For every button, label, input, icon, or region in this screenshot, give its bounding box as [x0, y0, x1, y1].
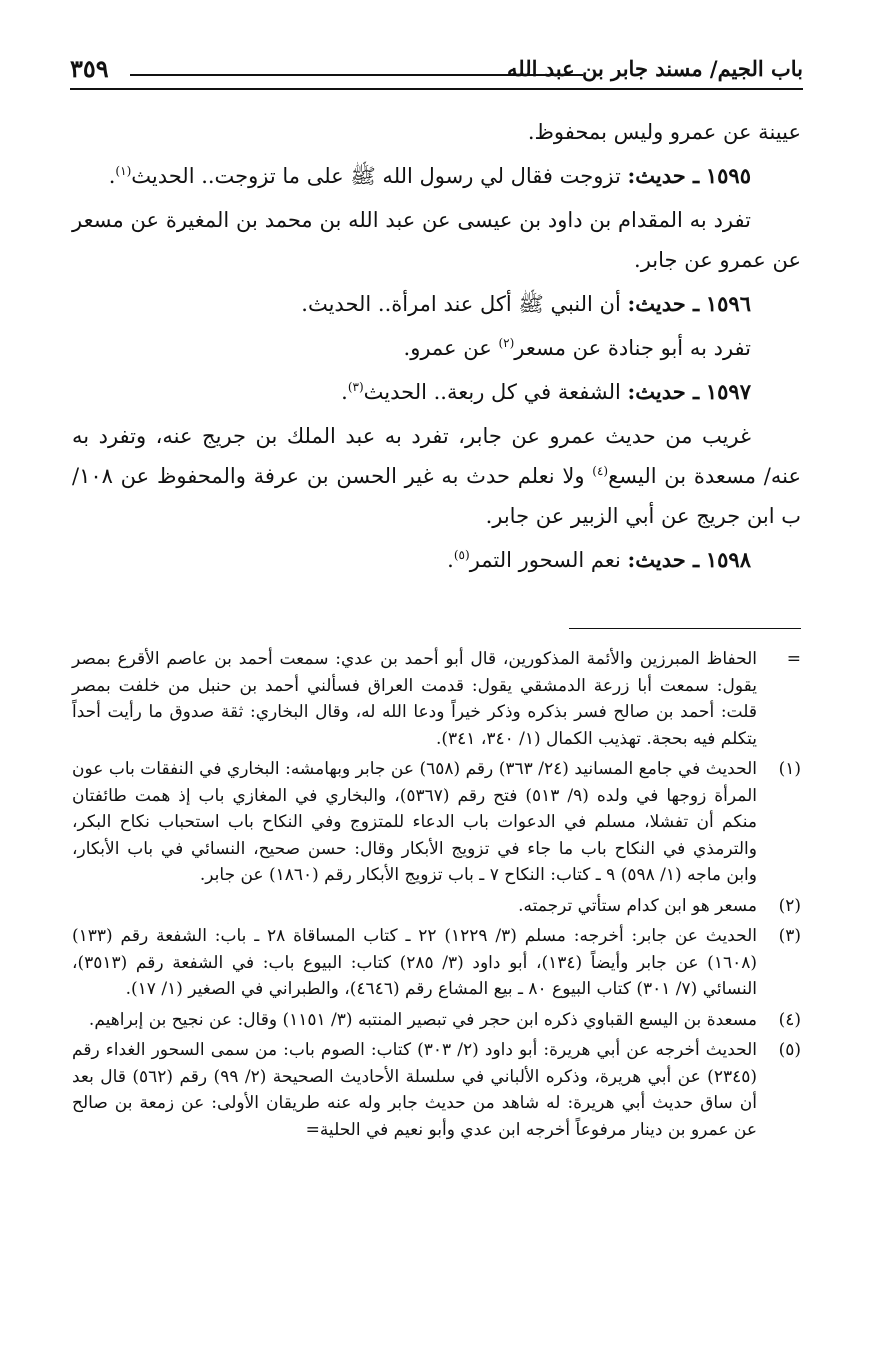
hadith-1595	[72, 156, 801, 196]
hadith-number: ١٥٩٥	[705, 163, 751, 188]
hadith-comment-1595: تفرد به المقدام بن داود بن عيسى عن عبد الله بن محمد بن المغيرة عن مسعر عن عمرو عن جابر.	[72, 208, 801, 272]
hadith-comment-1597	[72, 416, 801, 536]
footnotes	[72, 646, 801, 1147]
running-title: باب الجيم/ مسند جابر بن عبد الله	[507, 56, 803, 81]
footnote-4	[72, 1007, 801, 1034]
hadith-comment-1596	[72, 328, 801, 368]
header-rule	[130, 74, 583, 76]
hadith-end: .	[108, 164, 116, 188]
hadith-1598	[72, 540, 801, 580]
comment-text: عن عمرو.	[403, 336, 492, 360]
hadith-1597	[72, 372, 801, 412]
footnote-ref: (٥)	[453, 548, 470, 562]
footnote-marker: (٤)	[778, 1009, 801, 1030]
footnote-marker: (٥)	[778, 1040, 801, 1060]
comment-text: تفرد به أبو جنادة عن مسعر	[514, 336, 751, 360]
footnote-marker: =	[786, 649, 801, 669]
footnote-continuation	[72, 646, 801, 752]
footnote-marker: (٣)	[778, 926, 801, 946]
hadith-number: ١٥٩٧	[705, 379, 751, 404]
hadith-label: ـ حديث:	[627, 547, 700, 572]
footnote-5	[72, 1037, 801, 1143]
footnote-text: الحديث عن جابر: أخرجه: مسلم (٣/ ١٢٢٩) ٢٢ ـ كتاب المساقاة ٢٨ ـ باب: الشفعة رقم (١٣٣) (١٦٠٨) عن جابر وأيضاً (١٣٤)، أبو داود (٣/ ٢٨٥) كتاب: البيوع باب: في الشفعة رقم (٣٥١٣)، النسائي (٧/ ٣٠١) كتاب البيوع ٨٠ ـ بيع المشاع رقم (٤٦٤٦)، والطبراني في الصغير (١/ ١٧).	[72, 926, 757, 999]
hadith-end: .	[341, 380, 348, 404]
footnote-2	[72, 893, 801, 920]
footnote-ref: (٣)	[347, 380, 364, 394]
footnote-marker: (١)	[778, 759, 801, 779]
hadith-number: ١٥٩٦	[705, 291, 751, 316]
page-number: ٣٥٩	[70, 54, 109, 83]
main-text	[72, 112, 801, 584]
hadith-1596	[72, 284, 801, 324]
footnote-text: الحفاظ المبرزين والأئمة المذكورين، قال أبو أحمد بن عدي: سمعت أحمد بن عاصم الأقرع بمصر يقول: سمعت أبا زرعة الدمشقي يقول: قدمت العراق فسألني أحمد بن حنبل من خلفت بمصر قلت: أحمد بن صالح فسر بذكره وذكر خيراً ودعا الله له، وقال البخاري: ثقة صدوق ما رأيت أحداً يتكلم فيه بحجة. تهذيب الكمال (١/ ٣٤٠، ٣٤١).	[72, 649, 757, 749]
hadith-number: ١٥٩٨	[705, 547, 751, 572]
footnote-3	[72, 923, 801, 1003]
footnote-1	[72, 756, 801, 889]
hadith-label: ـ حديث:	[627, 379, 700, 404]
footnote-separator	[569, 628, 801, 629]
footnote-text: مسعر هو ابن كدام ستأتي ترجمته.	[518, 895, 757, 916]
hadith-end: .	[447, 548, 454, 572]
paragraph-continuation: عيينة عن عمرو وليس بمحفوظ.	[527, 120, 801, 144]
hadith-text: تزوجت فقال لي رسول الله ﷺ على ما تزوجت.. الحديث	[131, 164, 621, 188]
hadith-label: ـ حديث:	[627, 291, 700, 316]
hadith-text: أن النبي ﷺ أكل عند امرأة.. الحديث.	[301, 292, 621, 316]
hadith-label: ـ حديث:	[627, 163, 700, 188]
footnote-ref: (١)	[115, 164, 132, 178]
footnote-text: مسعدة بن اليسع القباوي ذكره ابن حجر في تبصير المنتبه (٣/ ١١٥١) وقال: عن نجيح بن إبراهيم.	[88, 1009, 757, 1030]
footnote-ref: (٢)	[498, 336, 515, 350]
footnote-ref: (٤)	[592, 464, 609, 478]
footnote-text: الحديث في جامع المسانيد (٢٤/ ٣٦٣) رقم (٦٥٨) عن جابر وبهامشه: البخاري في النفقات باب عون المرأة زوجها في ولده (٩/ ٥١٣) فتح رقم (٥٣٦٧)، والبخاري في المغازي باب إذ همت طائفتان منكم أن تفشلا، مسلم في الدعوات باب الدعاء للمتزوج وفي النكاح باب استحباب نكاح البكر، والترمذي في النكاح باب ما جاء في تزويج الأبكار وقال: حسن صحيح، النسائي في باب الأبكار، وابن ماجه (١/ ٥٩٨) ٩ ـ كتاب: النكاح ٧ ـ باب تزويج الأبكار رقم (١٨٦٠) عن جابر.	[72, 759, 758, 885]
comment-text: غريب من حديث عمرو عن جابر، تفرد به عبد الملك بن جريج عنه، وتفرد به عنه/ مسعدة بن اليسع	[72, 424, 801, 488]
footnote-marker: (٢)	[778, 895, 801, 916]
footnote-text: الحديث أخرجه عن أبي هريرة: أبو داود (٢/ ٣٠٣) كتاب: الصوم باب: من سمى السحور الغداء رقم (٢٣٤٥) عن أبي هريرة، وذكره الألباني في سلسلة الأحاديث الصحيحة (٢/ ٩٩) رقم (٥٦٢) قال بعد أن ساق حديث أبي هريرة: له شاهد من حديث جابر وله عنه طريقان الأولى: عن زمعة بن صالح عن عمرو بن دينار مرفوعاً أخرجه ابن عدي وأبو نعيم في الحلية=	[72, 1040, 757, 1140]
comment-text: ولا نعلم حدث به غير الحسن بن عرفة والمحفوظ عن ١٠٨/ب ابن جريج عن أبي الزبير عن جابر.	[72, 464, 801, 528]
hadith-text: الشفعة في كل ربعة.. الحديث	[363, 380, 621, 404]
hadith-text: نعم السحور التمر	[469, 548, 621, 572]
running-head	[70, 52, 803, 90]
